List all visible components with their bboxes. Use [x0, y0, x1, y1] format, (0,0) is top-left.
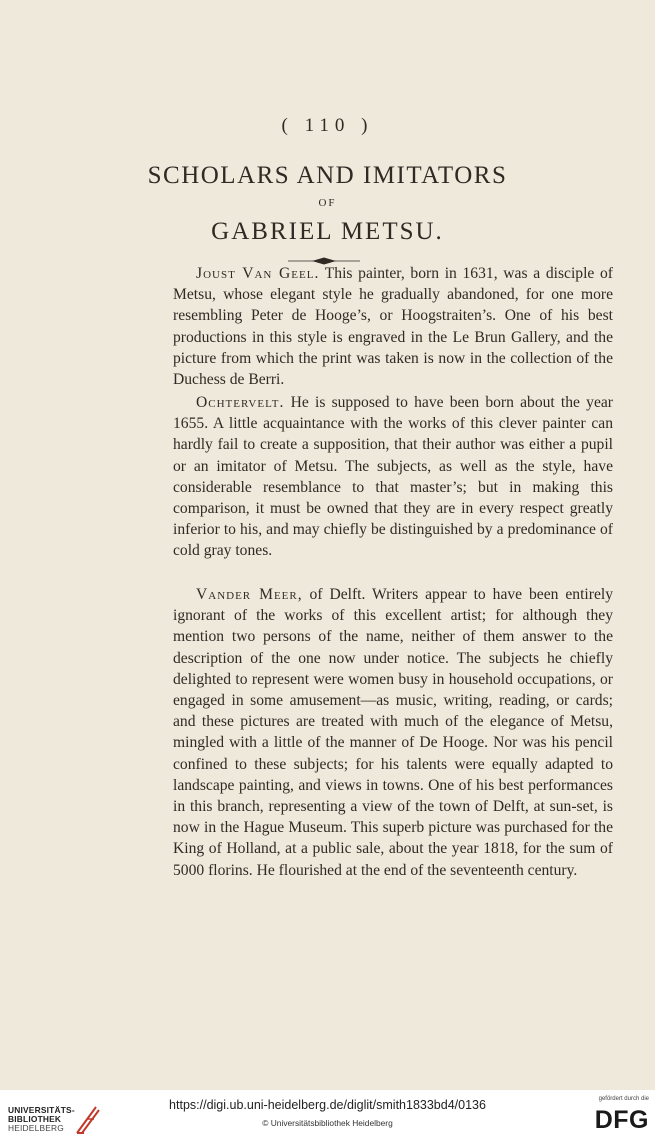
- chapter-subject-name: GABRIEL METSU.: [211, 218, 444, 245]
- paragraph-body: of Delft. Writers appear to have been entirely ignorant of the works of this excellent artist; for although they mention two persons of the name, neither of them answer to the description of the one now under notice. The subjects he chiefly delighted to represent were women busy in household occupations, or engaged in some amusement—as music, writing, reading, or cards; and these pictures are treated with much of the elegance of Metsu, mingled with a little of the manner of De Hooge. Nor was his pencil confined to these subjects; for his talents were equally adapted to landscape painting, and views in towns. One of his best performances in this branch, representing a view of the town of Delft, at sun-set, is now in the Hague Museum. This superb picture was purchased for the King of Holland, at a public sale, about the year 1818, for the sum of 5000 florins. He flourished at the end of the seventeenth century.: [173, 586, 613, 879]
- paragraph-vander-meer: [173, 584, 613, 881]
- copyright-notice: © Universitätsbibliothek Heidelberg: [262, 1118, 393, 1128]
- paragraph-joust-van-geel: [173, 263, 613, 390]
- viewer-footer: [0, 1090, 655, 1140]
- funder-note: gefördert durch die: [598, 1096, 649, 1102]
- chapter-title: SCHOLARS AND IMITATORS: [147, 162, 508, 189]
- paragraph-ochtervelt: [173, 392, 613, 562]
- dfg-logo-text: DFG: [594, 1106, 649, 1134]
- library-logo-line: BIBLIOTHEK: [8, 1114, 62, 1124]
- paragraph-body: He is supposed to have been born about the year 1655. A little acquaintance with the works of this clever painter can hardly fail to create a supposition, that their author was either a pupil or an imitator of Metsu. The subjects, as well as the style, have considerable resemblance to that master’s; but in making this comparison, it must be owned that they are in every respect greatly inferior to his, and may chiefly be distinguished by a predominance of cold gray tones.: [173, 394, 613, 560]
- page-number: ( 110 ): [281, 115, 374, 136]
- funder-logo[interactable]: [591, 1096, 649, 1136]
- library-logo-line: HEIDELBERG: [8, 1123, 64, 1133]
- permalink-url[interactable]: https://digi.ub.uni-heidelberg.de/diglit/smith1833bd4/0136: [169, 1098, 486, 1112]
- chapter-title-connector: OF: [318, 197, 337, 209]
- library-logo-line: UNIVERSITÄTS-: [8, 1105, 75, 1115]
- paragraph-lead-name: Joust Van Geel.: [196, 265, 320, 282]
- paragraph-body: This painter, born in 1631, was a disciple of Metsu, whose elegant style he gradually abandoned, for one more resembling Peter de Hooge’s, or Hoogstraiten’s. One of his best productions in this style is engraved in the Le Brun Gallery, and the picture from which the print was taken is now in the collection of the Duchess de Berri.: [173, 265, 613, 389]
- paragraph-lead-name: Ochtervelt.: [196, 394, 285, 411]
- paragraph-lead-name: Vander Meer,: [196, 586, 303, 603]
